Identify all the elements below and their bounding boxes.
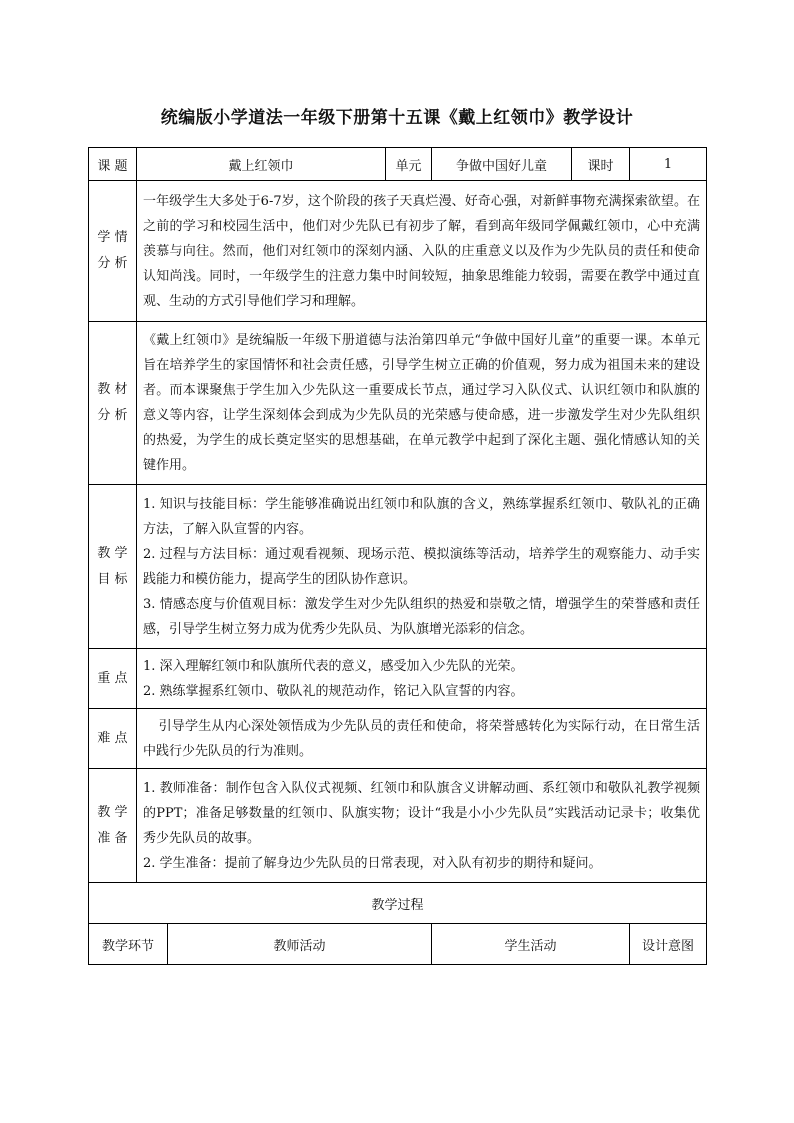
section-label: 难 点: [89, 709, 137, 769]
column-header: 教师活动: [168, 924, 432, 965]
topic-value: 戴上红领巾: [137, 148, 386, 181]
column-header: 设计意图: [630, 924, 707, 965]
section-content: 1. 深入理解红领巾和队旗所代表的意义，感受加入少先队的光荣。 2. 熟练掌握系红领巾、敬队礼的规范动作，铭记入队宣誓的内容。: [137, 649, 707, 709]
section-label: 教 材 分 析: [89, 322, 137, 485]
section-row-material-analysis: [89, 322, 707, 485]
header-row: [89, 148, 707, 181]
process-title: 教学过程: [89, 883, 707, 924]
section-row-difficulties: [89, 709, 707, 769]
section-label: 教 学 准 备: [89, 769, 137, 883]
section-label: 学 情 分 析: [89, 181, 137, 322]
process-title-row: [89, 883, 707, 924]
section-label: 教 学 目 标: [89, 485, 137, 649]
section-content: 1. 知识与技能目标：学生能够准确说出红领巾和队旗的含义，熟练掌握系红领巾、敬队礼的正确方法，了解入队宣誓的内容。 2. 过程与方法目标：通过观看视频、现场示范、模拟演练等活动，培养学生的观察能力、动手实践能力和模仿能力，提高学生的团队协作意识。 3. 情感态度与价值观目标：激发学生对少先队组织的热爱和崇敬之情，增强学生的荣誉感和责任感，引导学生树立努力成为优秀少先队员、为队旗增光添彩的信念。: [137, 485, 707, 649]
column-header: 教学环节: [89, 924, 168, 965]
section-row-key-points: [89, 649, 707, 709]
section-row-teaching-goals: [89, 485, 707, 649]
unit-label: 单元: [386, 148, 432, 181]
section-content: 引导学生从内心深处领悟成为少先队员的责任和使命，将荣誉感转化为实际行动，在日常生活中践行少先队员的行为准则。: [137, 709, 707, 769]
lesson-plan-table: [88, 147, 707, 965]
section-content: 1. 教师准备：制作包含入队仪式视频、红领巾和队旗含义讲解动画、系红领巾和敬队礼教学视频的PPT；准备足够数量的红领巾、队旗实物；设计“我是小小少先队员”实践活动记录卡；收集优秀少先队员的故事。 2. 学生准备：提前了解身边少先队员的日常表现，对入队有初步的期待和疑问。: [137, 769, 707, 883]
section-label: 重 点: [89, 649, 137, 709]
topic-label: 课 题: [89, 148, 137, 181]
section-row-student-analysis: [89, 181, 707, 322]
section-row-preparation: [89, 769, 707, 883]
column-header: 学生活动: [432, 924, 630, 965]
section-content: 一年级学生大多处于6-7岁，这个阶段的孩子天真烂漫、好奇心强，对新鲜事物充满探索欲望。在之前的学习和校园生活中，他们对少先队已有初步了解，看到高年级同学佩戴红领巾，心中充满羡慕与向往。然而，他们对红领巾的深刻内涵、入队的庄重意义以及作为少先队员的责任和使命认知尚浅。同时，一年级学生的注意力集中时间较短，抽象思维能力较弱，需要在教学中通过直观、生动的方式引导他们学习和理解。: [137, 181, 707, 322]
hours-label: 课时: [572, 148, 630, 181]
hours-value: 1: [630, 148, 707, 181]
section-content: 《戴上红领巾》是统编版一年级下册道德与法治第四单元“争做中国好儿童”的重要一课。本单元旨在培养学生的家国情怀和社会责任感，引导学生树立正确的价值观，努力成为祖国未来的建设者。而本课聚焦于学生加入少先队这一重要成长节点，通过学习入队仪式、认识红领巾和队旗的意义等内容，让学生深刻体会到成为少先队员的光荣感与使命感，进一步激发学生对少先队组织的热爱，为学生的成长奠定坚实的思想基础，在单元教学中起到了深化主题、强化情感认知的关键作用。: [137, 322, 707, 485]
page-title: 统编版小学道法一年级下册第十五课《戴上红领巾》教学设计: [160, 108, 634, 128]
process-columns-row: [89, 924, 707, 965]
unit-value: 争做中国好儿童: [432, 148, 572, 181]
